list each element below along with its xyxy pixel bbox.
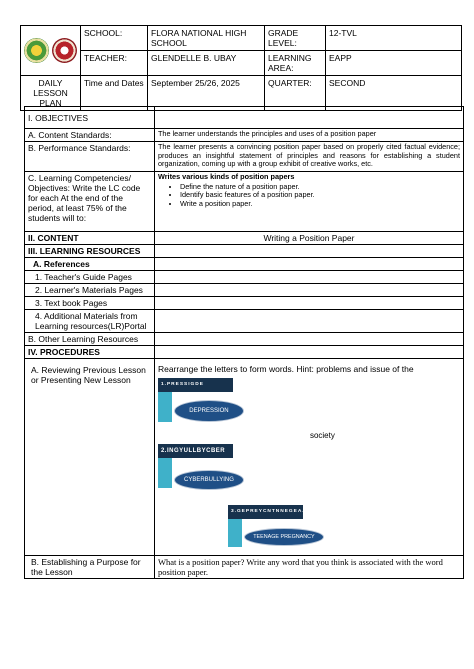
school-label: SCHOOL: (81, 26, 148, 51)
review-label: A. Reviewing Previous Lesson or Presenting New Lesson (25, 359, 155, 556)
other-resources-label: B. Other Learning Resources (25, 333, 155, 346)
competencies-label: C. Learning Competencies/ Objectives: Write the LC code for each At the end of the period, at least 75% of the students will to: (25, 172, 155, 232)
objectives-blank (154, 107, 463, 129)
teacher-value: GLENDELLE B. UBAY (148, 51, 265, 76)
jumble-3-answer: TEENAGE PREGNANCY (244, 528, 324, 546)
ref-blank (154, 297, 463, 310)
ref-item-additional: 4. Additional Materials from Learning resources(LR)Portal (25, 310, 155, 333)
review-instruction: Rearrange the letters to form words. Hint: problems and issue of the (157, 364, 414, 374)
resources-label: III. LEARNING RESOURCES (25, 245, 155, 258)
time-label: Time and Dates (81, 76, 148, 111)
references-blank (154, 258, 463, 271)
competencies-heading: Writes various kinds of position papers (157, 172, 295, 181)
review-cell (154, 359, 463, 556)
list-item: • Identify basic features of a position paper. (180, 191, 460, 200)
jumble-2-bar: 2.INGYULLBYCBER (158, 444, 233, 458)
ref-blank (154, 284, 463, 297)
content-value: Writing a Position Paper (154, 232, 463, 245)
jumbled-words-diagram (158, 364, 460, 554)
content-label: II. CONTENT (25, 232, 155, 245)
procedures-blank (154, 346, 463, 359)
content-standards-value: The learner understands the principles and uses of a position paper (154, 129, 463, 142)
logo-cell (21, 26, 81, 76)
jumble-3-bar: 3.GEPREYCNTNNEGEAAR (228, 505, 303, 519)
area-label: LEARNING AREA: (265, 51, 326, 76)
competencies-cell (154, 172, 463, 232)
purpose-value: What is a position paper? Write any word that you think is associated with the word position paper. (154, 556, 463, 579)
purpose-label: B. Establishing a Purpose for the Lesson (25, 556, 155, 579)
jumble-3-accent (228, 519, 242, 547)
teacher-label: TEACHER: (81, 51, 148, 76)
deped-seal-icon (24, 38, 49, 63)
objectives-heading: I. OBJECTIVES (25, 107, 155, 129)
school-seal-icon (52, 38, 77, 63)
list-item: • Define the nature of a position paper. (180, 183, 460, 192)
list-item: • Write a position paper. (180, 200, 460, 209)
header-table (20, 25, 462, 111)
school-value: FLORA NATIONAL HIGH SCHOOL (148, 26, 265, 51)
plan-label: DAILY LESSON PLAN (21, 76, 81, 111)
jumble-2-answer: CYBERBULLYING (174, 470, 244, 490)
ref-blank (154, 271, 463, 284)
jumble-1-bar: 1.PRESSIGDE (158, 378, 233, 392)
procedures-label: IV. PROCEDURES (25, 346, 155, 359)
ref-blank (154, 310, 463, 333)
grade-label: GRADE LEVEL: (265, 26, 326, 51)
lesson-table (24, 106, 464, 579)
resources-blank (154, 245, 463, 258)
jumble-1-accent (158, 392, 172, 422)
grade-value: 12-TVL (326, 26, 462, 51)
content-standards-label: A. Content Standards: (25, 129, 155, 142)
review-society: society (309, 431, 335, 440)
ref-item-teacher-guide: 1. Teacher's Guide Pages (25, 271, 155, 284)
performance-standards-value: The learner presents a convincing position paper based on properly cited factual evidence; produces an insightful statement of principles and reasons for establishing a student organization, coming up with a group exhibit of creative works, etc. (154, 142, 463, 172)
competencies-list (158, 183, 460, 209)
references-label: A. References (25, 258, 155, 271)
time-value: September 25/26, 2025 (148, 76, 265, 111)
area-value: EAPP (326, 51, 462, 76)
quarter-label: QUARTER: (265, 76, 326, 111)
other-resources-blank (154, 333, 463, 346)
performance-standards-label: B. Performance Standards: (25, 142, 155, 172)
quarter-value: SECOND (326, 76, 462, 111)
jumble-1-answer: DEPRESSION (174, 400, 244, 422)
ref-item-textbook: 3. Text book Pages (25, 297, 155, 310)
jumble-2-accent (158, 458, 172, 488)
ref-item-learner-materials: 2. Learner's Materials Pages (25, 284, 155, 297)
